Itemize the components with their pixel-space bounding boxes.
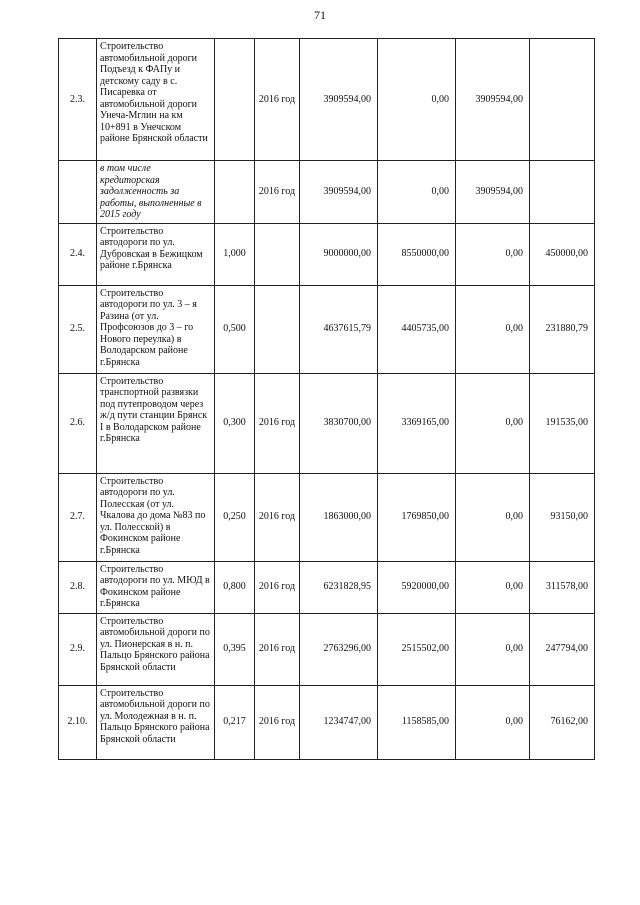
total-cost-cell: 2763296,00 (300, 613, 378, 685)
object-name-cell: Строительство автомобильной дороги Подъезд к ФАПу и детскому саду в с. Писаревка от автомобильной дороги Унеча-Мглин на км 10+891 в Унечском районе Брянской области (97, 39, 215, 161)
object-name-cell: Строительство автомобильной дороги по ул. Пионерская в н. п. Пальцо Брянского района Брянской области (97, 613, 215, 685)
row-number-cell: 2.7. (59, 473, 97, 561)
length-cell: 0,800 (215, 561, 255, 613)
funding-b-cell: 3909594,00 (456, 161, 530, 224)
row-number-cell: 2.8. (59, 561, 97, 613)
object-name-cell: Строительство автомобильной дороги по ул. Молодежная в н. п. Пальцо Брянского района Брянской области (97, 685, 215, 759)
object-name-cell: в том числе кредиторская задолженность за работы, выполненные в 2015 году (97, 161, 215, 224)
funding-b-cell: 0,00 (456, 561, 530, 613)
table-row (59, 161, 595, 224)
length-cell: 0,300 (215, 373, 255, 473)
row-number-cell: 2.3. (59, 39, 97, 161)
row-number-cell (59, 161, 97, 224)
year-cell (255, 285, 300, 373)
road-construction-table (58, 38, 595, 760)
total-cost-cell: 3830700,00 (300, 373, 378, 473)
table-row (59, 685, 595, 759)
funding-a-cell: 0,00 (378, 161, 456, 224)
funding-a-cell: 5920000,00 (378, 561, 456, 613)
total-cost-cell: 4637615,79 (300, 285, 378, 373)
row-number-cell: 2.6. (59, 373, 97, 473)
funding-b-cell: 0,00 (456, 473, 530, 561)
funding-b-cell: 0,00 (456, 223, 530, 285)
year-cell: 2016 год (255, 473, 300, 561)
total-cost-cell: 6231828,95 (300, 561, 378, 613)
table-row (59, 613, 595, 685)
funding-a-cell: 1769850,00 (378, 473, 456, 561)
total-cost-cell: 1863000,00 (300, 473, 378, 561)
total-cost-cell: 9000000,00 (300, 223, 378, 285)
year-cell (255, 223, 300, 285)
year-cell: 2016 год (255, 39, 300, 161)
object-name-cell: Строительство автодороги по ул. Дубровская в Бежицком районе г.Брянска (97, 223, 215, 285)
funding-a-cell: 3369165,00 (378, 373, 456, 473)
total-cost-cell: 3909594,00 (300, 39, 378, 161)
funding-b-cell: 0,00 (456, 373, 530, 473)
length-cell: 0,500 (215, 285, 255, 373)
total-cost-cell: 1234747,00 (300, 685, 378, 759)
table-row (59, 373, 595, 473)
funding-c-cell (530, 39, 595, 161)
funding-c-cell: 93150,00 (530, 473, 595, 561)
funding-a-cell: 8550000,00 (378, 223, 456, 285)
funding-c-cell: 191535,00 (530, 373, 595, 473)
table-row (59, 561, 595, 613)
length-cell: 1,000 (215, 223, 255, 285)
funding-b-cell: 3909594,00 (456, 39, 530, 161)
year-cell: 2016 год (255, 161, 300, 224)
length-cell (215, 39, 255, 161)
funding-b-cell: 0,00 (456, 613, 530, 685)
object-name-cell: Строительство автодороги по ул. Полесская (от ул. Чкалова до дома №83 по ул. Полесской) в Фокинском районе г.Брянска (97, 473, 215, 561)
table-row (59, 285, 595, 373)
funding-a-cell: 4405735,00 (378, 285, 456, 373)
funding-c-cell: 311578,00 (530, 561, 595, 613)
funding-c-cell: 76162,00 (530, 685, 595, 759)
total-cost-cell: 3909594,00 (300, 161, 378, 224)
funding-b-cell: 0,00 (456, 285, 530, 373)
funding-c-cell (530, 161, 595, 224)
row-number-cell: 2.4. (59, 223, 97, 285)
table-row (59, 39, 595, 161)
year-cell: 2016 год (255, 613, 300, 685)
row-number-cell: 2.10. (59, 685, 97, 759)
row-number-cell: 2.9. (59, 613, 97, 685)
length-cell: 0,395 (215, 613, 255, 685)
funding-a-cell: 2515502,00 (378, 613, 456, 685)
year-cell: 2016 год (255, 685, 300, 759)
length-cell: 0,217 (215, 685, 255, 759)
year-cell: 2016 год (255, 373, 300, 473)
object-name-cell: Строительство автодороги по ул. 3 – я Разина (от ул. Профсоюзов до 3 – го Нового переулка) в Володарском районе г.Брянска (97, 285, 215, 373)
funding-b-cell: 0,00 (456, 685, 530, 759)
table-row (59, 473, 595, 561)
length-cell: 0,250 (215, 473, 255, 561)
length-cell (215, 161, 255, 224)
table-row (59, 223, 595, 285)
year-cell: 2016 год (255, 561, 300, 613)
funding-c-cell: 450000,00 (530, 223, 595, 285)
funding-a-cell: 0,00 (378, 39, 456, 161)
object-name-cell: Строительство автодороги по ул. МЮД в Фокинском районе г.Брянска (97, 561, 215, 613)
row-number-cell: 2.5. (59, 285, 97, 373)
object-name-cell: Строительство транспортной развязки под путепроводом через ж/д пути станции Брянск I в Володарском районе г.Брянска (97, 373, 215, 473)
funding-c-cell: 231880,79 (530, 285, 595, 373)
page-number: 71 (314, 8, 326, 22)
funding-c-cell: 247794,00 (530, 613, 595, 685)
funding-a-cell: 1158585,00 (378, 685, 456, 759)
